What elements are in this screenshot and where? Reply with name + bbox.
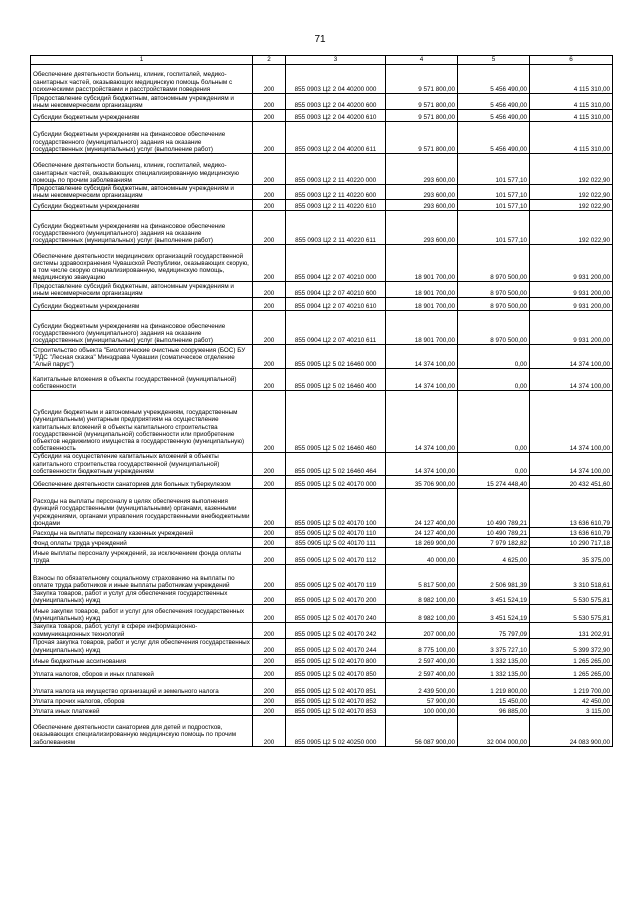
row-executed: 1 219 800,00 <box>458 678 530 695</box>
row-code: 200 <box>253 211 286 245</box>
row-executed: 0,00 <box>458 391 530 453</box>
row-code: 200 <box>253 245 286 282</box>
row-kbk: 855 0905 Ц2 5 02 40170 111 <box>286 538 386 548</box>
row-executed: 0,00 <box>458 369 530 391</box>
row-kbk: 855 0905 Ц2 5 02 40170 850 <box>286 665 386 678</box>
row-name: Предоставление субсидий бюджетным, автономным учреждениям и иным некоммерческим организациям <box>31 282 253 298</box>
table-body <box>31 65 613 747</box>
row-plan: 8 982 100,00 <box>386 605 458 623</box>
row-kbk: 855 0905 Ц2 5 02 40170 852 <box>286 695 386 705</box>
row-remaining: 10 290 717,18 <box>530 538 613 548</box>
row-executed: 10 490 789,21 <box>458 528 530 538</box>
row-plan: 9 571 800,00 <box>386 65 458 94</box>
row-remaining: 192 022,90 <box>530 211 613 245</box>
col-header-3: 3 <box>286 56 386 65</box>
row-executed: 8 970 500,00 <box>458 298 530 311</box>
budget-table <box>30 55 613 747</box>
row-name: Уплата иных платежей <box>31 705 253 715</box>
table-row <box>31 311 613 345</box>
row-plan: 2 439 500,00 <box>386 678 458 695</box>
row-remaining: 3 310 518,61 <box>530 565 613 590</box>
table-row <box>31 476 613 489</box>
row-name: Обеспечение деятельности санаториев для больных туберкулезом <box>31 476 253 489</box>
row-name: Иные выплаты персоналу учреждений, за исключением фонда оплаты труда <box>31 548 253 565</box>
row-kbk: 855 0905 Ц2 5 02 40170 119 <box>286 565 386 590</box>
row-code: 200 <box>253 369 286 391</box>
row-plan: 293 600,00 <box>386 185 458 200</box>
row-executed: 75 797,09 <box>458 623 530 638</box>
row-executed: 7 979 182,82 <box>458 538 530 548</box>
table-row <box>31 122 613 154</box>
table-row <box>31 211 613 245</box>
table-row <box>31 678 613 695</box>
row-code: 200 <box>253 185 286 200</box>
col-header-5: 5 <box>458 56 530 65</box>
row-kbk: 855 0905 Ц2 5 02 16460 000 <box>286 345 386 369</box>
row-name: Обеспечение деятельности больниц, клиник, госпиталей, медико-санитарных частей, оказывающих медицинскую помощь больным с психическими расстройствами и расстройствами поведения <box>31 65 253 94</box>
row-kbk: 855 0905 Ц2 5 02 40170 242 <box>286 623 386 638</box>
row-plan: 8 982 100,00 <box>386 590 458 605</box>
row-name: Субсидии бюджетным учреждениям на финансовое обеспечение государственного (муниципального) задания на оказание государственных (муниципальных) услуг (выполнение работ) <box>31 311 253 345</box>
row-remaining: 4 115 310,00 <box>530 94 613 110</box>
row-plan: 2 597 400,00 <box>386 654 458 665</box>
row-plan: 18 901 700,00 <box>386 245 458 282</box>
table-row <box>31 538 613 548</box>
row-remaining: 5 399 372,90 <box>530 638 613 654</box>
row-remaining: 13 636 610,79 <box>530 489 613 528</box>
row-remaining: 42 450,00 <box>530 695 613 705</box>
row-name: Прочая закупка товаров, работ и услуг для обеспечения государственных (муниципальных) нужд <box>31 638 253 654</box>
row-kbk: 855 0905 Ц2 5 02 40170 110 <box>286 528 386 538</box>
page-number: 71 <box>314 34 326 45</box>
row-plan: 9 571 800,00 <box>386 110 458 122</box>
table-row <box>31 154 613 185</box>
row-remaining: 20 432 451,60 <box>530 476 613 489</box>
row-remaining: 131 202,91 <box>530 623 613 638</box>
row-kbk: 855 0904 Ц2 2 07 40210 000 <box>286 245 386 282</box>
row-code: 200 <box>253 654 286 665</box>
row-plan: 57 900,00 <box>386 695 458 705</box>
table-row <box>31 665 613 678</box>
row-name: Строительство объекта "Биологические очистные сооружения (БОС) БУ "РДС "Лесная сказка" Минздрава Чувашии (соматическое отделение "Алый парус") <box>31 345 253 369</box>
row-kbk: 855 0905 Ц2 5 02 16460 400 <box>286 369 386 391</box>
table-row <box>31 623 613 638</box>
row-remaining: 4 115 310,00 <box>530 110 613 122</box>
row-executed: 15 274 448,40 <box>458 476 530 489</box>
row-code: 200 <box>253 282 286 298</box>
row-name: Обеспечение деятельности медицинских организаций государственной системы здравоохранения Чувашской Республики, оказывающих скорую, в том числе скорую специализированную, медицинскую помощь, медицинскую эвакуацию <box>31 245 253 282</box>
row-remaining: 5 530 575,81 <box>530 605 613 623</box>
row-code: 200 <box>253 695 286 705</box>
row-kbk: 855 0905 Ц2 5 02 40170 800 <box>286 654 386 665</box>
row-executed: 96 885,00 <box>458 705 530 715</box>
table-row <box>31 715 613 746</box>
row-name: Уплата прочих налогов, сборов <box>31 695 253 705</box>
row-kbk: 855 0903 Ц2 2 11 40220 600 <box>286 185 386 200</box>
row-executed: 2 506 981,39 <box>458 565 530 590</box>
row-kbk: 855 0905 Ц2 5 02 40170 244 <box>286 638 386 654</box>
row-plan: 24 127 400,00 <box>386 528 458 538</box>
row-executed: 101 577,10 <box>458 211 530 245</box>
row-plan: 14 374 100,00 <box>386 453 458 476</box>
table-row <box>31 654 613 665</box>
row-plan: 14 374 100,00 <box>386 345 458 369</box>
table-row <box>31 638 613 654</box>
row-executed: 5 456 490,00 <box>458 94 530 110</box>
table-row <box>31 528 613 538</box>
row-plan: 18 901 700,00 <box>386 311 458 345</box>
row-code: 200 <box>253 453 286 476</box>
row-plan: 14 374 100,00 <box>386 391 458 453</box>
column-number-row <box>31 56 613 65</box>
row-name: Уплата налогов, сборов и иных платежей <box>31 665 253 678</box>
table-row <box>31 489 613 528</box>
row-plan: 293 600,00 <box>386 211 458 245</box>
row-remaining: 14 374 100,00 <box>530 453 613 476</box>
row-executed: 8 970 500,00 <box>458 282 530 298</box>
row-remaining: 1 265 265,00 <box>530 654 613 665</box>
row-executed: 5 456 490,00 <box>458 65 530 94</box>
row-code: 200 <box>253 298 286 311</box>
table-row <box>31 110 613 122</box>
row-kbk: 855 0905 Ц2 5 02 16460 464 <box>286 453 386 476</box>
row-remaining: 9 931 200,00 <box>530 245 613 282</box>
row-remaining: 9 931 200,00 <box>530 311 613 345</box>
row-name: Субсидии бюджетным и автономным учреждениям, государственным (муниципальным) унитарным предприятиям на осуществление капитальных вложений в объекты капитального строительства государственной (муниципальной) собственности или приобретение объектов недвижимого имущества в государственную (муниципальную) собственность <box>31 391 253 453</box>
row-kbk: 855 0903 Ц2 2 04 40200 610 <box>286 110 386 122</box>
row-executed: 8 970 500,00 <box>458 245 530 282</box>
row-kbk: 855 0903 Ц2 2 04 40200 600 <box>286 94 386 110</box>
row-kbk: 855 0904 Ц2 2 07 40210 600 <box>286 282 386 298</box>
table-row <box>31 200 613 211</box>
row-kbk: 855 0905 Ц2 5 02 40170 200 <box>286 590 386 605</box>
row-executed: 5 456 490,00 <box>458 122 530 154</box>
table-row <box>31 245 613 282</box>
table-row <box>31 298 613 311</box>
table-row <box>31 605 613 623</box>
row-executed: 0,00 <box>458 453 530 476</box>
row-code: 200 <box>253 623 286 638</box>
row-executed: 32 004 000,00 <box>458 715 530 746</box>
row-executed: 1 332 135,00 <box>458 654 530 665</box>
row-code: 200 <box>253 715 286 746</box>
row-code: 200 <box>253 489 286 528</box>
row-plan: 8 775 100,00 <box>386 638 458 654</box>
row-kbk: 855 0905 Ц2 5 02 16460 460 <box>286 391 386 453</box>
row-name: Субсидии бюджетным учреждениям на финансовое обеспечение государственного (муниципального) задания на оказание государственных (муниципальных) услуг (выполнение работ) <box>31 211 253 245</box>
row-name: Закупка товаров, работ, услуг в сфере информационно-коммуникационных технологий <box>31 623 253 638</box>
row-code: 200 <box>253 678 286 695</box>
table-row <box>31 548 613 565</box>
row-kbk: 855 0903 Ц2 2 04 40200 611 <box>286 122 386 154</box>
row-kbk: 855 0903 Ц2 2 04 40200 000 <box>286 65 386 94</box>
row-remaining: 14 374 100,00 <box>530 369 613 391</box>
row-name: Иные закупки товаров, работ и услуг для обеспечения государственных (муниципальных) нужд <box>31 605 253 623</box>
table-row <box>31 282 613 298</box>
row-remaining: 24 083 900,00 <box>530 715 613 746</box>
table-row <box>31 590 613 605</box>
row-remaining: 4 115 310,00 <box>530 122 613 154</box>
row-name: Субсидии бюджетным учреждениям <box>31 200 253 211</box>
row-remaining: 1 265 265,00 <box>530 665 613 678</box>
row-plan: 293 600,00 <box>386 200 458 211</box>
row-code: 200 <box>253 638 286 654</box>
row-kbk: 855 0903 Ц2 2 11 40220 000 <box>286 154 386 185</box>
row-name: Закупка товаров, работ и услуг для обеспечения государственных (муниципальных) нужд <box>31 590 253 605</box>
row-code: 200 <box>253 122 286 154</box>
table-row <box>31 369 613 391</box>
row-executed: 3 451 524,19 <box>458 605 530 623</box>
row-remaining: 14 374 100,00 <box>530 391 613 453</box>
table-row <box>31 695 613 705</box>
row-plan: 5 817 500,00 <box>386 565 458 590</box>
row-executed: 101 577,10 <box>458 154 530 185</box>
row-executed: 3 451 524,19 <box>458 590 530 605</box>
row-name: Обеспечение деятельности больниц, клиник, госпиталей, медико-санитарных частей, оказывающих специализированную медицинскую помощь по прочим заболеваниям <box>31 154 253 185</box>
row-executed: 0,00 <box>458 345 530 369</box>
row-kbk: 855 0905 Ц2 5 02 40170 112 <box>286 548 386 565</box>
row-code: 200 <box>253 200 286 211</box>
row-remaining: 192 022,90 <box>530 154 613 185</box>
row-remaining: 192 022,90 <box>530 185 613 200</box>
row-name: Субсидии бюджетным учреждениям <box>31 298 253 311</box>
row-plan: 24 127 400,00 <box>386 489 458 528</box>
row-executed: 4 625,00 <box>458 548 530 565</box>
row-plan: 14 374 100,00 <box>386 369 458 391</box>
col-header-2: 2 <box>253 56 286 65</box>
row-code: 200 <box>253 110 286 122</box>
row-kbk: 855 0904 Ц2 2 07 40210 611 <box>286 311 386 345</box>
row-remaining: 192 022,90 <box>530 200 613 211</box>
row-kbk: 855 0903 Ц2 2 11 40220 611 <box>286 211 386 245</box>
table-row <box>31 453 613 476</box>
col-header-1: 1 <box>31 56 253 65</box>
row-executed: 10 490 789,21 <box>458 489 530 528</box>
row-kbk: 855 0905 Ц2 5 02 40170 000 <box>286 476 386 489</box>
row-plan: 18 269 900,00 <box>386 538 458 548</box>
row-remaining: 14 374 100,00 <box>530 345 613 369</box>
table-row <box>31 565 613 590</box>
row-plan: 9 571 800,00 <box>386 94 458 110</box>
table-row <box>31 65 613 94</box>
row-code: 200 <box>253 476 286 489</box>
row-executed: 101 577,10 <box>458 185 530 200</box>
table-row <box>31 391 613 453</box>
row-name: Предоставление субсидий бюджетным, автономным учреждениям и иным некоммерческим организациям <box>31 185 253 200</box>
row-plan: 35 706 900,00 <box>386 476 458 489</box>
col-header-6: 6 <box>530 56 613 65</box>
row-name: Капитальные вложения в объекты государственной (муниципальной) собственности <box>31 369 253 391</box>
row-code: 200 <box>253 538 286 548</box>
row-kbk: 855 0904 Ц2 2 07 40210 610 <box>286 298 386 311</box>
row-plan: 293 600,00 <box>386 154 458 185</box>
row-name: Субсидии на осуществление капитальных вложений в объекты капитального строительства государственной (муниципальной) собственности бюджетным учреждениям <box>31 453 253 476</box>
row-plan: 18 901 700,00 <box>386 282 458 298</box>
row-code: 200 <box>253 94 286 110</box>
row-plan: 9 571 800,00 <box>386 122 458 154</box>
row-plan: 207 000,00 <box>386 623 458 638</box>
row-code: 200 <box>253 590 286 605</box>
table-row <box>31 345 613 369</box>
row-executed: 5 456 490,00 <box>458 110 530 122</box>
col-header-4: 4 <box>386 56 458 65</box>
row-code: 200 <box>253 548 286 565</box>
row-plan: 100 000,00 <box>386 705 458 715</box>
row-remaining: 9 931 200,00 <box>530 282 613 298</box>
row-code: 200 <box>253 528 286 538</box>
row-remaining: 9 931 200,00 <box>530 298 613 311</box>
row-kbk: 855 0905 Ц2 5 02 40170 853 <box>286 705 386 715</box>
row-name: Обеспечение деятельности санаториев для детей и подростков, оказывающих специализированную медицинскую помощь по прочим заболеваниям <box>31 715 253 746</box>
row-remaining: 13 636 610,79 <box>530 528 613 538</box>
table-row <box>31 185 613 200</box>
row-remaining: 1 219 700,00 <box>530 678 613 695</box>
row-remaining: 35 375,00 <box>530 548 613 565</box>
row-code: 200 <box>253 154 286 185</box>
row-code: 200 <box>253 565 286 590</box>
row-name: Расходы на выплаты персоналу казенных учреждений <box>31 528 253 538</box>
row-code: 200 <box>253 665 286 678</box>
row-name: Иные бюджетные ассигнования <box>31 654 253 665</box>
row-code: 200 <box>253 705 286 715</box>
row-plan: 18 901 700,00 <box>386 298 458 311</box>
row-remaining: 5 530 575,81 <box>530 590 613 605</box>
row-name: Предоставление субсидий бюджетным, автономным учреждениям и иным некоммерческим организациям <box>31 94 253 110</box>
row-code: 200 <box>253 345 286 369</box>
row-code: 200 <box>253 65 286 94</box>
row-plan: 40 000,00 <box>386 548 458 565</box>
row-executed: 15 450,00 <box>458 695 530 705</box>
table-row <box>31 705 613 715</box>
row-name: Фонд оплаты труда учреждений <box>31 538 253 548</box>
row-name: Уплата налога на имущество организаций и земельного налога <box>31 678 253 695</box>
table-row <box>31 94 613 110</box>
row-kbk: 855 0905 Ц2 5 02 40170 851 <box>286 678 386 695</box>
row-remaining: 3 115,00 <box>530 705 613 715</box>
row-name: Взносы по обязательному социальному страхованию на выплаты по оплате труда работников и иные выплаты работникам учреждений <box>31 565 253 590</box>
row-plan: 56 087 900,00 <box>386 715 458 746</box>
row-executed: 3 375 727,10 <box>458 638 530 654</box>
row-name: Субсидии бюджетным учреждениям <box>31 110 253 122</box>
row-executed: 1 332 135,00 <box>458 665 530 678</box>
row-code: 200 <box>253 311 286 345</box>
row-remaining: 4 115 310,00 <box>530 65 613 94</box>
row-executed: 101 577,10 <box>458 200 530 211</box>
row-name: Субсидии бюджетным учреждениям на финансовое обеспечение государственного (муниципального) задания на оказание государственных (муниципальных) услуг (выполнение работ) <box>31 122 253 154</box>
row-code: 200 <box>253 391 286 453</box>
row-kbk: 855 0905 Ц2 5 02 40170 100 <box>286 489 386 528</box>
row-kbk: 855 0905 Ц2 5 02 40170 240 <box>286 605 386 623</box>
row-executed: 8 970 500,00 <box>458 311 530 345</box>
row-name: Расходы на выплаты персоналу в целях обеспечения выполнения функций государственными (муниципальными) органами, казенными учреждениями, органами управления государственными внебюджетными фондами <box>31 489 253 528</box>
row-kbk: 855 0903 Ц2 2 11 40220 610 <box>286 200 386 211</box>
row-plan: 2 597 400,00 <box>386 665 458 678</box>
row-code: 200 <box>253 605 286 623</box>
row-kbk: 855 0905 Ц2 5 02 40250 000 <box>286 715 386 746</box>
